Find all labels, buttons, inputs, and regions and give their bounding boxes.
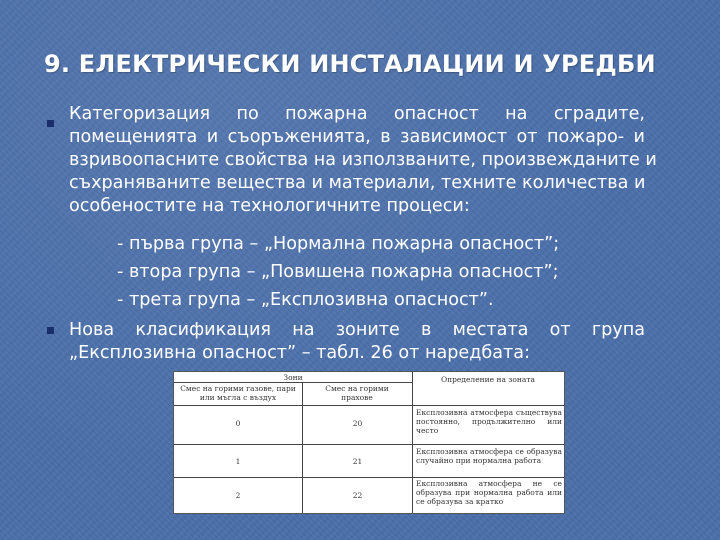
zone-dust-value: 22 — [352, 491, 363, 500]
bullet-marker — [47, 120, 54, 127]
zone-dust-value: 20 — [352, 419, 363, 428]
zone-dust-value: 21 — [352, 457, 363, 466]
header-gas: Смес на горими газове, пари или мъгла с въздух — [180, 384, 296, 402]
zone-definition: Експлозивна атмосфера не се образува при нормална работа или се образува за кратко — [416, 479, 562, 506]
text-line: „Експлозивна опасност” – табл. 26 от наредбата: — [69, 343, 531, 363]
zone-classification-table — [173, 371, 565, 514]
text-line: съхраняваните вещества и материали, техните количества и — [69, 173, 646, 193]
table-line — [174, 444, 564, 445]
text-line: Нова класификация на зоните в местата от група — [69, 320, 645, 340]
table-line — [412, 372, 413, 513]
zone-gas-value: 1 — [235, 457, 241, 466]
text-line: взривоопасните свойства на използваните, произвежданите и — [69, 150, 657, 170]
text-line: помещенията и съоръженията, в зависимост от пожаро- и — [69, 127, 645, 147]
table-line — [174, 382, 412, 383]
zone-gas-value: 2 — [235, 491, 241, 500]
header-zones: Зони — [283, 373, 303, 382]
zone-gas-value: 0 — [235, 419, 241, 428]
table-line — [174, 477, 564, 478]
header-dust: Смес на горими прахове — [325, 384, 389, 402]
group-item-second: - втора група – „Повишена пожарна опасност”; — [117, 262, 559, 282]
bullet-marker — [47, 327, 54, 334]
group-item-third: - трета група – „Експлозивна опасност”. — [117, 290, 494, 310]
zone-definition: Експлозивна атмосфера съществува постоянно, продължително или често — [416, 408, 562, 435]
header-definition: Определение на зоната — [440, 375, 536, 384]
bullet-text-classification — [69, 319, 645, 365]
text-line: особеностите на технологичните процеси: — [69, 196, 470, 216]
zone-definition: Експлозивна атмосфера се образува случайно при нормална работа — [416, 447, 562, 465]
bullet-text-categorization — [69, 103, 657, 218]
text-line: Категоризация по пожарна опасност на сградите, — [69, 104, 645, 124]
slide-title: 9. ЕЛЕКТРИЧЕСКИ ИНСТАЛАЦИИ И УРЕДБИ — [44, 50, 656, 78]
group-item-first: - първа група – „Нормална пожарна опасност”; — [117, 234, 560, 254]
table-line — [174, 405, 564, 406]
